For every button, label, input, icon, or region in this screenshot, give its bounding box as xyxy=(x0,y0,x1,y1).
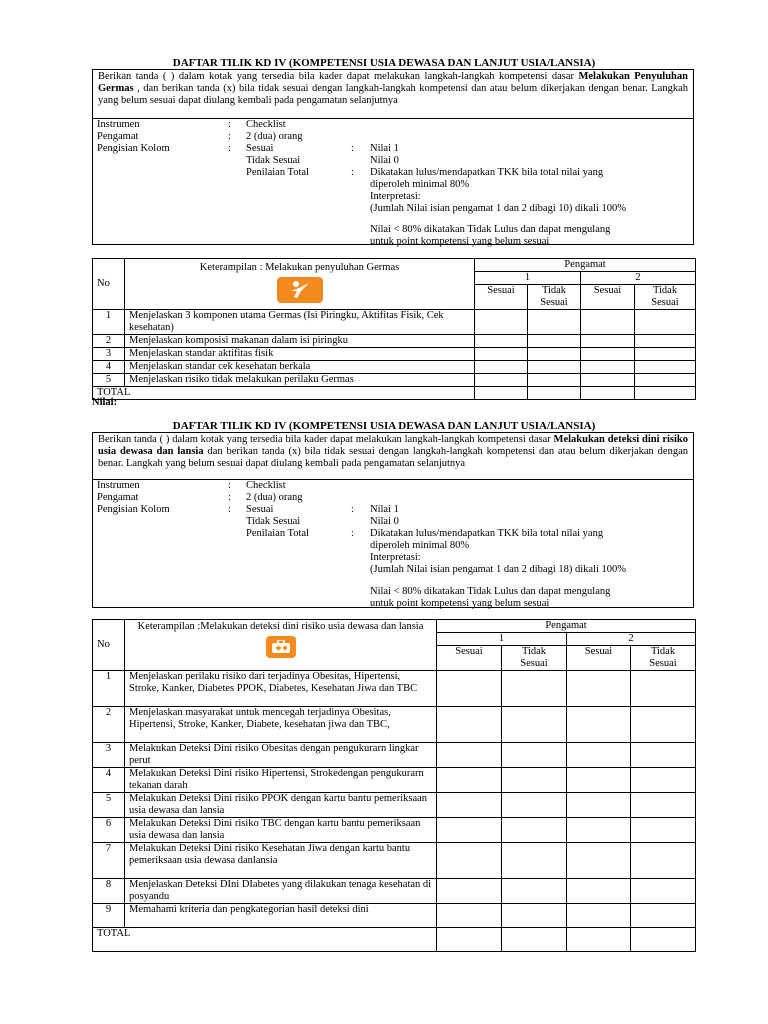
colon: : xyxy=(228,119,231,130)
penilaian-text: diperoleh minimal 80% xyxy=(370,179,470,190)
row-number: 2 xyxy=(93,707,125,743)
row-number: 3 xyxy=(93,348,125,361)
checkbox-cell[interactable] xyxy=(631,768,696,793)
checkbox-cell[interactable] xyxy=(631,843,696,879)
penilaian-label: Penilaian Total xyxy=(246,167,309,178)
pengamat-1-header: 1 xyxy=(437,633,567,646)
tidak-sesuai-value: Nilai 0 xyxy=(370,516,399,527)
checkbox-cell[interactable] xyxy=(502,843,567,879)
colon: : xyxy=(351,167,354,178)
table-row xyxy=(93,843,696,879)
total-cell[interactable] xyxy=(631,928,696,952)
sesuai-label: Sesuai xyxy=(246,143,274,154)
colon: : xyxy=(351,143,354,154)
no-header: No xyxy=(93,259,125,310)
table-row xyxy=(93,348,696,361)
tidak-sesuai-header: Tidak Sesuai xyxy=(631,646,696,671)
sesuai-value: Nilai 1 xyxy=(370,143,399,154)
penilaian-label: Penilaian Total xyxy=(246,528,309,539)
checkbox-cell[interactable] xyxy=(528,335,581,348)
row-skill-text: Memahami kriteria dan pengkategorian hasil deteksi dini xyxy=(125,904,437,928)
total-cell[interactable] xyxy=(635,387,696,400)
table-row xyxy=(93,818,696,843)
checkbox-cell[interactable] xyxy=(567,818,631,843)
table-row xyxy=(93,310,696,335)
pengamat-value: 2 (dua) orang xyxy=(246,492,303,503)
table-row xyxy=(93,904,696,928)
checkbox-cell[interactable] xyxy=(581,374,635,387)
instrumen-label: Instrumen xyxy=(97,480,140,491)
checkbox-cell[interactable] xyxy=(567,879,631,904)
row-number: 4 xyxy=(93,361,125,374)
total-cell[interactable] xyxy=(581,387,635,400)
intro-bold: Melakukan deteksi dini risiko usia dewasa dan lansia xyxy=(98,434,689,457)
no-header: No xyxy=(93,620,125,671)
sesuai-header: Sesuai xyxy=(567,646,631,671)
penilaian-text: Nilai < 80% dikatakan Tidak Lulus dan dapat mengulang xyxy=(370,224,611,235)
colon: : xyxy=(351,528,354,539)
checkbox-cell[interactable] xyxy=(631,793,696,818)
checkbox-cell[interactable] xyxy=(567,768,631,793)
checkbox-cell[interactable] xyxy=(502,671,567,707)
colon: : xyxy=(228,504,231,515)
section2-skill-table xyxy=(92,619,696,952)
row-skill-text: Menjelaskan 3 komponen utama Germas (Isi Piringku, Aktifitas Fisik, Cek kesehatan) xyxy=(125,310,475,335)
table-row xyxy=(93,793,696,818)
checkbox-cell[interactable] xyxy=(631,879,696,904)
checkbox-cell[interactable] xyxy=(502,904,567,928)
penilaian-text: Dikatakan lulus/mendapatkan TKK bila total nilai yang xyxy=(370,528,604,539)
skill-header xyxy=(125,259,475,310)
penilaian-text: untuk point kompetensi yang belum sesuai xyxy=(370,236,550,247)
instrumen-label: Instrumen xyxy=(97,119,140,130)
tidak-sesuai-label: Tidak Sesuai xyxy=(246,155,301,166)
pengamat-1-header: 1 xyxy=(475,272,581,285)
penilaian-text: Nilai < 80% dikatakan Tidak Lulus dan dapat mengulang xyxy=(370,586,611,597)
intro-bold: Melakukan Penyuluhan Germas xyxy=(98,71,688,94)
checkbox-cell[interactable] xyxy=(581,310,635,335)
row-number: 8 xyxy=(93,879,125,904)
checkbox-cell[interactable] xyxy=(567,743,631,768)
germas-person-icon xyxy=(277,277,323,303)
checkbox-cell[interactable] xyxy=(635,374,696,387)
row-skill-text: Menjelaskan standar cek kesehatan berkala xyxy=(125,361,475,374)
row-number: 7 xyxy=(93,843,125,879)
intro-text: , dan berikan tanda (x) bila tidak sesuai dengan langkah-langkah kompetensi dan atau belum dikerjakan dengan benar. Langkah yang belum sesuai dapat diulang kembali pada pengamatan selanjutnya xyxy=(98,83,688,106)
checkbox-cell[interactable] xyxy=(502,768,567,793)
sesuai-label: Sesuai xyxy=(246,504,274,515)
checkbox-cell[interactable] xyxy=(581,361,635,374)
pengamat-header: Pengamat xyxy=(475,259,696,272)
checkbox-cell[interactable] xyxy=(528,310,581,335)
total-cell[interactable] xyxy=(437,928,502,952)
table-row xyxy=(93,361,696,374)
checkbox-cell[interactable] xyxy=(581,335,635,348)
checkbox-cell[interactable] xyxy=(437,743,502,768)
section2-info xyxy=(92,479,694,608)
checkbox-cell[interactable] xyxy=(502,818,567,843)
sesuai-header: Sesuai xyxy=(437,646,502,671)
colon: : xyxy=(228,492,231,503)
tidak-sesuai-header: Tidak Sesuai xyxy=(635,285,696,310)
tidak-sesuai-value: Nilai 0 xyxy=(370,155,399,166)
row-number: 9 xyxy=(93,904,125,928)
pengamat-2-header: 2 xyxy=(567,633,696,646)
checkbox-cell[interactable] xyxy=(567,843,631,879)
checkbox-cell[interactable] xyxy=(567,904,631,928)
table-row xyxy=(93,374,696,387)
row-skill-text: Melakukan Deteksi Dini risiko Obesitas dengan pengukurarn lingkar perut xyxy=(125,743,437,768)
checkbox-cell[interactable] xyxy=(475,374,528,387)
sesuai-value: Nilai 1 xyxy=(370,504,399,515)
total-cell[interactable] xyxy=(475,387,528,400)
pengamat-value: 2 (dua) orang xyxy=(246,131,303,142)
checkbox-cell[interactable] xyxy=(475,335,528,348)
table-row xyxy=(93,707,696,743)
checkbox-cell[interactable] xyxy=(528,348,581,361)
row-number: 5 xyxy=(93,793,125,818)
row-skill-text: Menjelaskan standar aktifitas fisik xyxy=(125,348,475,361)
penilaian-text: untuk point kompetensi yang belum sesuai xyxy=(370,598,550,609)
row-skill-text: Menjelaskan perilaku risiko dari terjadinya Obesitas, Hipertensi, Stroke, Kanker, Diabetes PPOK, Diabetes, Kesehatan Jiwa dan TBC xyxy=(125,671,437,707)
section1-info xyxy=(92,118,694,245)
row-skill-text: Melakukan Deteksi Dini risiko Kesehatan Jiwa dengan kartu bantu pemeriksaan usia dewasa danlansia xyxy=(125,843,437,879)
section1-instructions xyxy=(92,69,694,119)
row-skill-text: Menjelaskan masyarakat untuk mencegah terjadinya Obesitas, Hipertensi, Stroke, Kanker, Diabete, kesehatan jiwa dan TBC, xyxy=(125,707,437,743)
checkbox-cell[interactable] xyxy=(631,818,696,843)
tidak-sesuai-header: Tidak Sesuai xyxy=(502,646,567,671)
checkbox-cell[interactable] xyxy=(437,904,502,928)
checkbox-cell[interactable] xyxy=(502,793,567,818)
intro-text: dan berikan tanda (x) bila tidak sesuai dengan langkah-langkah kompetensi dan atau belum dikerjakan dengan benar. Langkah yang belum sesuai dapat diulang kembali pada pengamatan selanjutnya xyxy=(98,446,688,469)
checkbox-cell[interactable] xyxy=(631,707,696,743)
checkbox-cell[interactable] xyxy=(631,904,696,928)
checkbox-cell[interactable] xyxy=(475,348,528,361)
row-skill-text: Melakukan Deteksi Dini risiko PPOK dengan kartu bantu pemeriksaan usia dewasa dan lansia xyxy=(125,793,437,818)
pengisian-label: Pengisian Kolom xyxy=(97,504,170,515)
row-number: 1 xyxy=(93,671,125,707)
pengamat-label: Pengamat xyxy=(97,492,139,503)
checkbox-cell[interactable] xyxy=(437,793,502,818)
table-row xyxy=(93,879,696,904)
row-number: 4 xyxy=(93,768,125,793)
checkbox-cell[interactable] xyxy=(437,768,502,793)
checkbox-cell[interactable] xyxy=(635,335,696,348)
checkbox-cell[interactable] xyxy=(528,361,581,374)
checkbox-cell[interactable] xyxy=(631,671,696,707)
checkbox-cell[interactable] xyxy=(437,818,502,843)
row-number: 1 xyxy=(93,310,125,335)
checkbox-cell[interactable] xyxy=(635,348,696,361)
pengamat-2-header: 2 xyxy=(581,272,696,285)
tidak-sesuai-header: Tidak Sesuai xyxy=(528,285,581,310)
checkbox-cell[interactable] xyxy=(437,843,502,879)
section2-instructions xyxy=(92,432,694,480)
checkbox-cell[interactable] xyxy=(567,671,631,707)
row-number: 6 xyxy=(93,818,125,843)
checkbox-cell[interactable] xyxy=(502,707,567,743)
checkbox-cell[interactable] xyxy=(567,707,631,743)
checkbox-cell[interactable] xyxy=(581,348,635,361)
checkbox-cell[interactable] xyxy=(437,879,502,904)
checkbox-cell[interactable] xyxy=(502,743,567,768)
pengamat-label: Pengamat xyxy=(97,131,139,142)
tidak-sesuai-label: Tidak Sesuai xyxy=(246,516,301,527)
colon: : xyxy=(228,143,231,154)
skill-header-text: Keterampilan : Melakukan penyuluhan Germas xyxy=(199,262,400,273)
instrumen-value: Checklist xyxy=(246,119,286,130)
skill-header-text: Keterampilan :Melakukan deteksi dini risiko usia dewasa dan lansia xyxy=(137,621,424,632)
row-skill-text: Menjelaskan komposisi makanan dalam isi piringku xyxy=(125,335,475,348)
colon: : xyxy=(228,480,231,491)
total-label: TOTAL xyxy=(93,387,475,400)
row-number: 2 xyxy=(93,335,125,348)
row-number: 5 xyxy=(93,374,125,387)
pengamat-header: Pengamat xyxy=(437,620,696,633)
nilai-label: Nilai: xyxy=(92,397,118,408)
table-row xyxy=(93,671,696,707)
skill-header xyxy=(125,620,437,671)
colon: : xyxy=(351,504,354,515)
colon: : xyxy=(228,131,231,142)
total-cell[interactable] xyxy=(528,387,581,400)
section1-title: DAFTAR TILIK KD IV (KOMPETENSI USIA DEWASA DAN LANJUT USIA/LANSIA) xyxy=(172,57,596,69)
row-skill-text: Menjelaskan risiko tidak melakukan perilaku Germas xyxy=(125,374,475,387)
checkbox-cell[interactable] xyxy=(437,707,502,743)
checkbox-cell[interactable] xyxy=(635,310,696,335)
total-cell[interactable] xyxy=(567,928,631,952)
total-label: TOTAL xyxy=(93,928,437,952)
penilaian-text: (Jumlah Nilai isian pengamat 1 dan 2 dibagi 10) dikali 100% xyxy=(370,203,627,214)
penilaian-text: Interpretasi: xyxy=(370,552,421,563)
table-row xyxy=(93,743,696,768)
section2-title: DAFTAR TILIK KD IV (KOMPETENSI USIA DEWASA DAN LANJUT USIA/LANSIA) xyxy=(172,420,596,432)
instrumen-value: Checklist xyxy=(246,480,286,491)
checkbox-cell[interactable] xyxy=(567,793,631,818)
health-kit-icon xyxy=(266,636,296,658)
checkbox-cell[interactable] xyxy=(502,879,567,904)
sesuai-header: Sesuai xyxy=(475,285,528,310)
intro-text: Berikan tanda ( ) dalam kotak yang tersedia bila kader dapat melakukan langkah-langkah kompetensi dasar xyxy=(98,71,579,82)
sesuai-header: Sesuai xyxy=(581,285,635,310)
row-skill-text: Melakukan Deteksi Dini risiko TBC dengan kartu bantu pemeriksaan usia dewasa dan lansia xyxy=(125,818,437,843)
pengisian-label: Pengisian Kolom xyxy=(97,143,170,154)
row-skill-text: Melakukan Deteksi Dini risiko Hipertensi, Strokedengan pengukurarn tekanan darah xyxy=(125,768,437,793)
checkbox-cell[interactable] xyxy=(475,361,528,374)
checkbox-cell[interactable] xyxy=(437,671,502,707)
checkbox-cell[interactable] xyxy=(475,310,528,335)
intro-text: Berikan tanda ( ) dalam kotak yang tersedia bila kader dapat melakukan langkah-langkah kompetensi dasar xyxy=(98,434,554,445)
checkbox-cell[interactable] xyxy=(528,374,581,387)
total-cell[interactable] xyxy=(502,928,567,952)
penilaian-text: diperoleh minimal 80% xyxy=(370,540,470,551)
row-skill-text: Menjelaskan Deteksi DIni DIabetes yang dilakukan tenaga kesehatan di posyandu xyxy=(125,879,437,904)
row-number: 3 xyxy=(93,743,125,768)
section1-skill-table xyxy=(92,258,696,400)
penilaian-text: (Jumlah Nilai isian pengamat 1 dan 2 dibagi 18) dikali 100% xyxy=(370,564,627,575)
checkbox-cell[interactable] xyxy=(631,743,696,768)
penilaian-text: Interpretasi: xyxy=(370,191,421,202)
penilaian-text: Dikatakan lulus/mendapatkan TKK bila total nilai yang xyxy=(370,167,604,178)
table-row xyxy=(93,768,696,793)
checkbox-cell[interactable] xyxy=(635,361,696,374)
table-row xyxy=(93,335,696,348)
